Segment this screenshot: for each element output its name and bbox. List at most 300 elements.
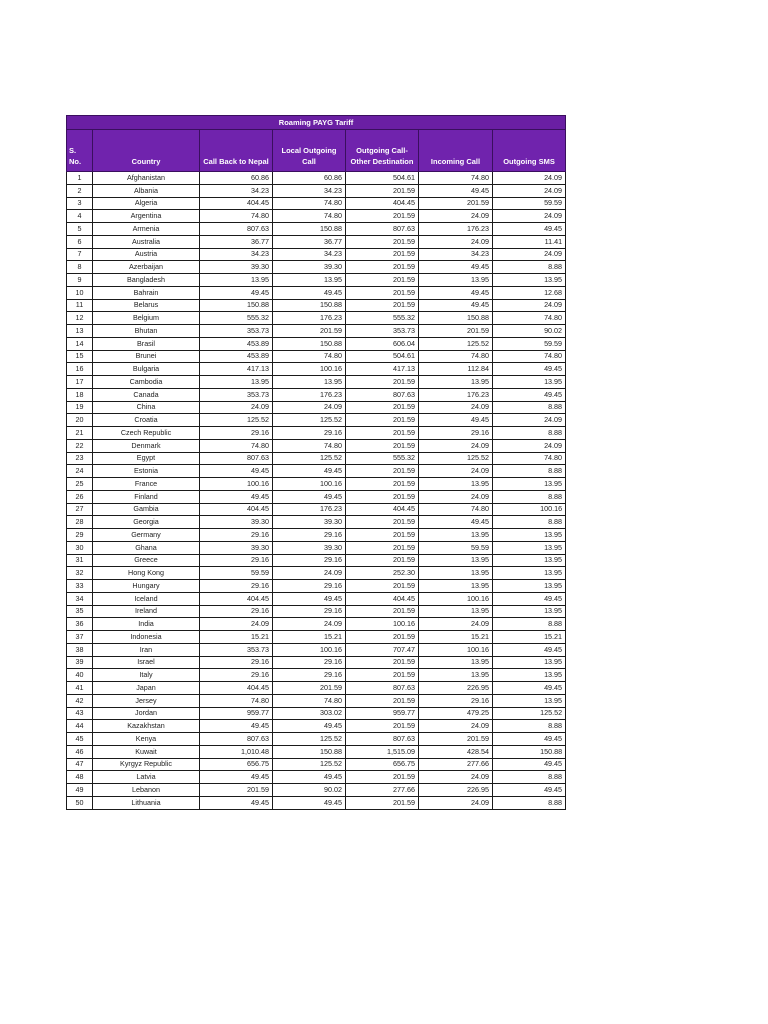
cell-country: France xyxy=(93,478,200,491)
table-row xyxy=(67,541,566,554)
cell-local-outgoing-call: 125.52 xyxy=(273,452,346,465)
cell-outgoing-sms: 24.09 xyxy=(493,248,566,261)
table-row xyxy=(67,363,566,376)
cell-country: Kenya xyxy=(93,733,200,746)
cell-outgoing-sms: 74.80 xyxy=(493,350,566,363)
cell-outgoing-call-other-destination: 807.63 xyxy=(346,388,419,401)
cell-local-outgoing-call: 150.88 xyxy=(273,299,346,312)
cell-local-outgoing-call: 29.16 xyxy=(273,529,346,542)
cell-country: Kuwait xyxy=(93,745,200,758)
cell-outgoing-call-other-destination: 201.59 xyxy=(346,286,419,299)
cell-incoming-call: 201.59 xyxy=(419,197,493,210)
cell-local-outgoing-call: 34.23 xyxy=(273,248,346,261)
table-row xyxy=(67,350,566,363)
table-row xyxy=(67,337,566,350)
cell-local-outgoing-call: 49.45 xyxy=(273,592,346,605)
cell-outgoing-call-other-destination: 959.77 xyxy=(346,707,419,720)
cell-country: Hungary xyxy=(93,580,200,593)
cell-outgoing-sms: 49.45 xyxy=(493,592,566,605)
cell-outgoing-sms: 49.45 xyxy=(493,643,566,656)
cell-outgoing-sms: 24.09 xyxy=(493,414,566,427)
cell-sno: 30 xyxy=(67,541,93,554)
table-row xyxy=(67,210,566,223)
cell-incoming-call: 49.45 xyxy=(419,261,493,274)
cell-local-outgoing-call: 176.23 xyxy=(273,312,346,325)
cell-local-outgoing-call: 176.23 xyxy=(273,388,346,401)
cell-outgoing-call-other-destination: 555.32 xyxy=(346,312,419,325)
cell-sno: 22 xyxy=(67,439,93,452)
cell-sno: 36 xyxy=(67,618,93,631)
cell-country: Afghanistan xyxy=(93,172,200,185)
cell-local-outgoing-call: 29.16 xyxy=(273,554,346,567)
cell-sno: 16 xyxy=(67,363,93,376)
cell-incoming-call: 74.80 xyxy=(419,350,493,363)
table-row xyxy=(67,529,566,542)
cell-sno: 49 xyxy=(67,784,93,797)
cell-call-back-to-nepal: 49.45 xyxy=(200,771,273,784)
cell-incoming-call: 13.95 xyxy=(419,567,493,580)
cell-outgoing-call-other-destination: 417.13 xyxy=(346,363,419,376)
cell-outgoing-call-other-destination: 201.59 xyxy=(346,184,419,197)
table-row xyxy=(67,720,566,733)
cell-call-back-to-nepal: 29.16 xyxy=(200,580,273,593)
cell-call-back-to-nepal: 13.95 xyxy=(200,274,273,287)
cell-country: Algeria xyxy=(93,197,200,210)
cell-outgoing-call-other-destination: 201.59 xyxy=(346,235,419,248)
table-row xyxy=(67,184,566,197)
table-row xyxy=(67,299,566,312)
cell-call-back-to-nepal: 29.16 xyxy=(200,427,273,440)
cell-incoming-call: 49.45 xyxy=(419,286,493,299)
cell-incoming-call: 428.54 xyxy=(419,745,493,758)
cell-call-back-to-nepal: 24.09 xyxy=(200,618,273,631)
cell-sno: 11 xyxy=(67,299,93,312)
cell-sno: 40 xyxy=(67,669,93,682)
cell-local-outgoing-call: 100.16 xyxy=(273,643,346,656)
cell-sno: 37 xyxy=(67,631,93,644)
cell-incoming-call: 24.09 xyxy=(419,796,493,809)
cell-sno: 27 xyxy=(67,503,93,516)
cell-sno: 44 xyxy=(67,720,93,733)
cell-sno: 46 xyxy=(67,745,93,758)
cell-incoming-call: 479.25 xyxy=(419,707,493,720)
cell-outgoing-call-other-destination: 807.63 xyxy=(346,223,419,236)
cell-country: Brasil xyxy=(93,337,200,350)
cell-call-back-to-nepal: 29.16 xyxy=(200,669,273,682)
cell-outgoing-call-other-destination: 1,515.09 xyxy=(346,745,419,758)
cell-outgoing-call-other-destination: 201.59 xyxy=(346,669,419,682)
cell-call-back-to-nepal: 453.89 xyxy=(200,350,273,363)
cell-call-back-to-nepal: 49.45 xyxy=(200,796,273,809)
table-row xyxy=(67,235,566,248)
table-row xyxy=(67,771,566,784)
table-row xyxy=(67,286,566,299)
cell-outgoing-sms: 12.68 xyxy=(493,286,566,299)
cell-call-back-to-nepal: 34.23 xyxy=(200,248,273,261)
cell-country: Bahrain xyxy=(93,286,200,299)
cell-outgoing-sms: 13.95 xyxy=(493,376,566,389)
cell-local-outgoing-call: 15.21 xyxy=(273,631,346,644)
cell-call-back-to-nepal: 404.45 xyxy=(200,592,273,605)
cell-incoming-call: 201.59 xyxy=(419,733,493,746)
cell-country: China xyxy=(93,401,200,414)
header-outgoing-sms: Outgoing SMS xyxy=(493,130,566,172)
cell-outgoing-sms: 49.45 xyxy=(493,758,566,771)
cell-incoming-call: 13.95 xyxy=(419,529,493,542)
table-row xyxy=(67,312,566,325)
cell-incoming-call: 13.95 xyxy=(419,580,493,593)
cell-call-back-to-nepal: 100.16 xyxy=(200,478,273,491)
cell-outgoing-sms: 24.09 xyxy=(493,299,566,312)
cell-outgoing-call-other-destination: 201.59 xyxy=(346,210,419,223)
cell-outgoing-sms: 13.95 xyxy=(493,567,566,580)
table-row xyxy=(67,325,566,338)
cell-incoming-call: 13.95 xyxy=(419,478,493,491)
table-row xyxy=(67,669,566,682)
cell-call-back-to-nepal: 74.80 xyxy=(200,210,273,223)
tariff-table xyxy=(66,115,566,810)
cell-country: Ghana xyxy=(93,541,200,554)
cell-sno: 25 xyxy=(67,478,93,491)
cell-sno: 7 xyxy=(67,248,93,261)
cell-country: Bangladesh xyxy=(93,274,200,287)
cell-outgoing-call-other-destination: 201.59 xyxy=(346,465,419,478)
cell-local-outgoing-call: 29.16 xyxy=(273,669,346,682)
cell-outgoing-sms: 8.88 xyxy=(493,516,566,529)
table-row xyxy=(67,274,566,287)
cell-sno: 3 xyxy=(67,197,93,210)
cell-outgoing-call-other-destination: 201.59 xyxy=(346,631,419,644)
cell-country: Kyrgyz Republic xyxy=(93,758,200,771)
cell-outgoing-sms: 8.88 xyxy=(493,618,566,631)
cell-outgoing-call-other-destination: 707.47 xyxy=(346,643,419,656)
cell-call-back-to-nepal: 201.59 xyxy=(200,784,273,797)
cell-outgoing-call-other-destination: 201.59 xyxy=(346,694,419,707)
cell-local-outgoing-call: 49.45 xyxy=(273,465,346,478)
cell-country: Finland xyxy=(93,490,200,503)
cell-incoming-call: 277.66 xyxy=(419,758,493,771)
cell-country: Austria xyxy=(93,248,200,261)
cell-country: Denmark xyxy=(93,439,200,452)
cell-outgoing-sms: 74.80 xyxy=(493,452,566,465)
cell-local-outgoing-call: 39.30 xyxy=(273,261,346,274)
cell-local-outgoing-call: 100.16 xyxy=(273,478,346,491)
cell-call-back-to-nepal: 29.16 xyxy=(200,554,273,567)
cell-local-outgoing-call: 24.09 xyxy=(273,567,346,580)
cell-outgoing-call-other-destination: 201.59 xyxy=(346,401,419,414)
cell-call-back-to-nepal: 807.63 xyxy=(200,452,273,465)
cell-call-back-to-nepal: 49.45 xyxy=(200,286,273,299)
cell-outgoing-sms: 13.95 xyxy=(493,669,566,682)
cell-outgoing-call-other-destination: 201.59 xyxy=(346,554,419,567)
cell-local-outgoing-call: 60.86 xyxy=(273,172,346,185)
cell-country: Albania xyxy=(93,184,200,197)
cell-local-outgoing-call: 29.16 xyxy=(273,656,346,669)
cell-local-outgoing-call: 125.52 xyxy=(273,414,346,427)
cell-outgoing-call-other-destination: 201.59 xyxy=(346,529,419,542)
cell-local-outgoing-call: 150.88 xyxy=(273,745,346,758)
cell-outgoing-sms: 8.88 xyxy=(493,465,566,478)
cell-local-outgoing-call: 201.59 xyxy=(273,325,346,338)
cell-incoming-call: 13.95 xyxy=(419,376,493,389)
cell-country: Jordan xyxy=(93,707,200,720)
cell-outgoing-sms: 49.45 xyxy=(493,784,566,797)
table-row xyxy=(67,682,566,695)
cell-outgoing-sms: 15.21 xyxy=(493,631,566,644)
header-local-outgoing-call: Local Outgoing Call xyxy=(273,130,346,172)
cell-call-back-to-nepal: 34.23 xyxy=(200,184,273,197)
cell-country: Jersey xyxy=(93,694,200,707)
cell-sno: 32 xyxy=(67,567,93,580)
cell-local-outgoing-call: 29.16 xyxy=(273,605,346,618)
cell-outgoing-call-other-destination: 201.59 xyxy=(346,796,419,809)
cell-outgoing-call-other-destination: 201.59 xyxy=(346,299,419,312)
cell-sno: 12 xyxy=(67,312,93,325)
cell-sno: 31 xyxy=(67,554,93,567)
table-header-row xyxy=(67,130,566,172)
cell-outgoing-call-other-destination: 201.59 xyxy=(346,478,419,491)
cell-outgoing-sms: 125.52 xyxy=(493,707,566,720)
cell-outgoing-sms: 8.88 xyxy=(493,490,566,503)
cell-incoming-call: 34.23 xyxy=(419,248,493,261)
cell-local-outgoing-call: 125.52 xyxy=(273,758,346,771)
table-row xyxy=(67,465,566,478)
cell-call-back-to-nepal: 39.30 xyxy=(200,516,273,529)
cell-call-back-to-nepal: 417.13 xyxy=(200,363,273,376)
cell-call-back-to-nepal: 353.73 xyxy=(200,388,273,401)
cell-local-outgoing-call: 24.09 xyxy=(273,401,346,414)
cell-outgoing-sms: 13.95 xyxy=(493,580,566,593)
cell-incoming-call: 15.21 xyxy=(419,631,493,644)
cell-sno: 8 xyxy=(67,261,93,274)
table-row xyxy=(67,707,566,720)
cell-sno: 29 xyxy=(67,529,93,542)
cell-country: Brunei xyxy=(93,350,200,363)
table-row xyxy=(67,503,566,516)
cell-outgoing-sms: 8.88 xyxy=(493,261,566,274)
cell-call-back-to-nepal: 24.09 xyxy=(200,401,273,414)
cell-country: Croatia xyxy=(93,414,200,427)
table-row xyxy=(67,796,566,809)
cell-incoming-call: 29.16 xyxy=(419,694,493,707)
table-row xyxy=(67,490,566,503)
cell-call-back-to-nepal: 404.45 xyxy=(200,197,273,210)
cell-incoming-call: 24.09 xyxy=(419,439,493,452)
cell-local-outgoing-call: 49.45 xyxy=(273,796,346,809)
table-body xyxy=(67,172,566,810)
cell-outgoing-call-other-destination: 201.59 xyxy=(346,427,419,440)
cell-country: Greece xyxy=(93,554,200,567)
cell-country: Armenia xyxy=(93,223,200,236)
cell-local-outgoing-call: 34.23 xyxy=(273,184,346,197)
cell-call-back-to-nepal: 404.45 xyxy=(200,503,273,516)
cell-outgoing-sms: 13.95 xyxy=(493,541,566,554)
cell-local-outgoing-call: 74.80 xyxy=(273,210,346,223)
cell-outgoing-call-other-destination: 201.59 xyxy=(346,490,419,503)
cell-incoming-call: 49.45 xyxy=(419,414,493,427)
cell-outgoing-call-other-destination: 201.59 xyxy=(346,541,419,554)
cell-sno: 15 xyxy=(67,350,93,363)
table-row xyxy=(67,516,566,529)
cell-sno: 45 xyxy=(67,733,93,746)
cell-outgoing-sms: 100.16 xyxy=(493,503,566,516)
cell-country: Hong Kong xyxy=(93,567,200,580)
cell-sno: 10 xyxy=(67,286,93,299)
cell-sno: 19 xyxy=(67,401,93,414)
cell-country: Australia xyxy=(93,235,200,248)
cell-country: Germany xyxy=(93,529,200,542)
cell-outgoing-sms: 150.88 xyxy=(493,745,566,758)
table-row xyxy=(67,745,566,758)
cell-sno: 48 xyxy=(67,771,93,784)
cell-local-outgoing-call: 125.52 xyxy=(273,733,346,746)
cell-outgoing-sms: 8.88 xyxy=(493,401,566,414)
table-row xyxy=(67,784,566,797)
cell-incoming-call: 176.23 xyxy=(419,388,493,401)
table-row xyxy=(67,248,566,261)
table-row xyxy=(67,172,566,185)
cell-sno: 42 xyxy=(67,694,93,707)
cell-call-back-to-nepal: 39.30 xyxy=(200,261,273,274)
cell-local-outgoing-call: 49.45 xyxy=(273,286,346,299)
cell-call-back-to-nepal: 959.77 xyxy=(200,707,273,720)
cell-sno: 9 xyxy=(67,274,93,287)
cell-country: Belgium xyxy=(93,312,200,325)
cell-incoming-call: 49.45 xyxy=(419,516,493,529)
table-row xyxy=(67,427,566,440)
cell-sno: 41 xyxy=(67,682,93,695)
cell-call-back-to-nepal: 807.63 xyxy=(200,733,273,746)
cell-local-outgoing-call: 36.77 xyxy=(273,235,346,248)
cell-country: Indonesia xyxy=(93,631,200,644)
cell-outgoing-call-other-destination: 201.59 xyxy=(346,771,419,784)
cell-outgoing-sms: 13.95 xyxy=(493,554,566,567)
cell-incoming-call: 176.23 xyxy=(419,223,493,236)
table-row xyxy=(67,414,566,427)
cell-local-outgoing-call: 100.16 xyxy=(273,363,346,376)
table-title: Roaming PAYG Tariff xyxy=(67,116,566,130)
cell-country: Gambia xyxy=(93,503,200,516)
cell-incoming-call: 74.80 xyxy=(419,503,493,516)
cell-country: India xyxy=(93,618,200,631)
cell-local-outgoing-call: 13.95 xyxy=(273,376,346,389)
cell-incoming-call: 13.95 xyxy=(419,656,493,669)
cell-incoming-call: 59.59 xyxy=(419,541,493,554)
cell-call-back-to-nepal: 29.16 xyxy=(200,656,273,669)
cell-local-outgoing-call: 29.16 xyxy=(273,427,346,440)
cell-local-outgoing-call: 150.88 xyxy=(273,223,346,236)
cell-outgoing-call-other-destination: 404.45 xyxy=(346,503,419,516)
cell-call-back-to-nepal: 59.59 xyxy=(200,567,273,580)
cell-local-outgoing-call: 74.80 xyxy=(273,350,346,363)
cell-call-back-to-nepal: 29.16 xyxy=(200,529,273,542)
table-row xyxy=(67,618,566,631)
cell-outgoing-call-other-destination: 807.63 xyxy=(346,733,419,746)
header-outgoing-call-other-destination: Outgoing Call- Other Destination xyxy=(346,130,419,172)
cell-outgoing-sms: 24.09 xyxy=(493,439,566,452)
table-row xyxy=(67,733,566,746)
cell-country: Belarus xyxy=(93,299,200,312)
cell-outgoing-call-other-destination: 504.61 xyxy=(346,350,419,363)
cell-call-back-to-nepal: 125.52 xyxy=(200,414,273,427)
cell-outgoing-call-other-destination: 656.75 xyxy=(346,758,419,771)
cell-outgoing-sms: 13.95 xyxy=(493,694,566,707)
cell-sno: 14 xyxy=(67,337,93,350)
cell-sno: 23 xyxy=(67,452,93,465)
table-row xyxy=(67,592,566,605)
cell-outgoing-call-other-destination: 201.59 xyxy=(346,516,419,529)
cell-outgoing-call-other-destination: 201.59 xyxy=(346,414,419,427)
cell-outgoing-call-other-destination: 606.04 xyxy=(346,337,419,350)
cell-sno: 20 xyxy=(67,414,93,427)
cell-local-outgoing-call: 90.02 xyxy=(273,784,346,797)
cell-country: Ireland xyxy=(93,605,200,618)
cell-incoming-call: 13.95 xyxy=(419,274,493,287)
cell-incoming-call: 74.80 xyxy=(419,172,493,185)
cell-outgoing-sms: 13.95 xyxy=(493,605,566,618)
cell-incoming-call: 29.16 xyxy=(419,427,493,440)
cell-call-back-to-nepal: 656.75 xyxy=(200,758,273,771)
table-row xyxy=(67,554,566,567)
cell-call-back-to-nepal: 13.95 xyxy=(200,376,273,389)
cell-outgoing-call-other-destination: 252.30 xyxy=(346,567,419,580)
cell-local-outgoing-call: 303.02 xyxy=(273,707,346,720)
cell-outgoing-call-other-destination: 201.59 xyxy=(346,656,419,669)
cell-outgoing-sms: 13.95 xyxy=(493,478,566,491)
cell-call-back-to-nepal: 39.30 xyxy=(200,541,273,554)
cell-sno: 33 xyxy=(67,580,93,593)
cell-sno: 4 xyxy=(67,210,93,223)
cell-local-outgoing-call: 49.45 xyxy=(273,490,346,503)
cell-incoming-call: 24.09 xyxy=(419,490,493,503)
cell-incoming-call: 24.09 xyxy=(419,401,493,414)
table-row xyxy=(67,401,566,414)
cell-outgoing-call-other-destination: 504.61 xyxy=(346,172,419,185)
cell-outgoing-call-other-destination: 201.59 xyxy=(346,580,419,593)
table-row xyxy=(67,631,566,644)
table-row xyxy=(67,580,566,593)
cell-call-back-to-nepal: 74.80 xyxy=(200,694,273,707)
cell-local-outgoing-call: 39.30 xyxy=(273,541,346,554)
cell-outgoing-sms: 49.45 xyxy=(493,682,566,695)
cell-sno: 39 xyxy=(67,656,93,669)
cell-incoming-call: 24.09 xyxy=(419,210,493,223)
cell-sno: 17 xyxy=(67,376,93,389)
cell-local-outgoing-call: 201.59 xyxy=(273,682,346,695)
table-row xyxy=(67,388,566,401)
cell-incoming-call: 226.95 xyxy=(419,682,493,695)
cell-country: Argentina xyxy=(93,210,200,223)
cell-incoming-call: 100.16 xyxy=(419,643,493,656)
cell-incoming-call: 112.84 xyxy=(419,363,493,376)
cell-outgoing-call-other-destination: 555.32 xyxy=(346,452,419,465)
cell-incoming-call: 24.09 xyxy=(419,771,493,784)
cell-outgoing-sms: 49.45 xyxy=(493,388,566,401)
cell-country: Iceland xyxy=(93,592,200,605)
cell-incoming-call: 24.09 xyxy=(419,720,493,733)
cell-country: Bulgaria xyxy=(93,363,200,376)
cell-call-back-to-nepal: 29.16 xyxy=(200,605,273,618)
cell-sno: 21 xyxy=(67,427,93,440)
cell-outgoing-call-other-destination: 277.66 xyxy=(346,784,419,797)
table-row xyxy=(67,656,566,669)
cell-sno: 26 xyxy=(67,490,93,503)
cell-country: Azerbaijan xyxy=(93,261,200,274)
cell-outgoing-sms: 8.88 xyxy=(493,771,566,784)
cell-call-back-to-nepal: 150.88 xyxy=(200,299,273,312)
cell-local-outgoing-call: 74.80 xyxy=(273,694,346,707)
cell-country: Cambodia xyxy=(93,376,200,389)
